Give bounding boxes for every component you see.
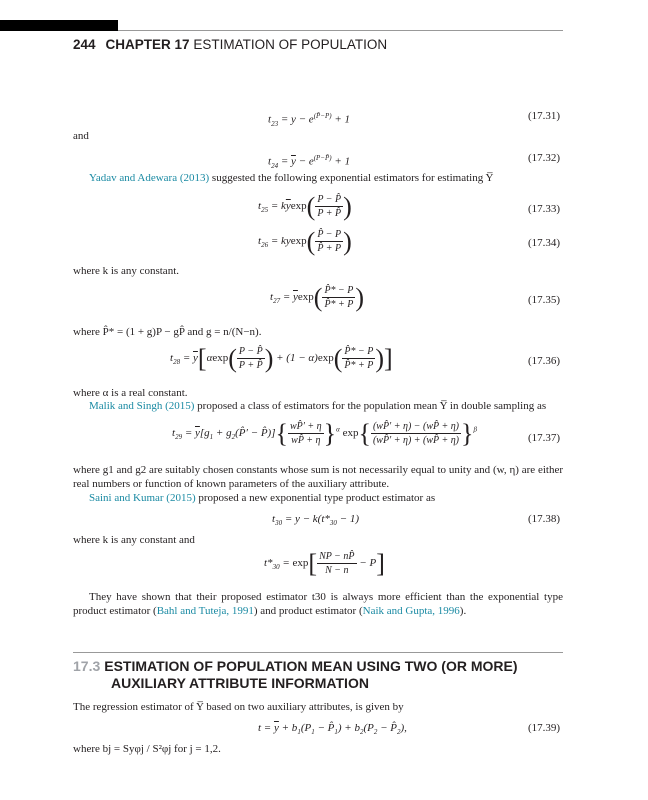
section-heading	[73, 658, 518, 692]
section-number: 17.3	[73, 658, 101, 674]
equation-17-36: $t_{28} = \overline{y}[\alpha\exp$( $\frac{P - P̂}{P + P̂}$ ) + (1 − α)exp( $\frac{P̂* - P}{P̂* + P}$ )]	[170, 344, 393, 373]
page-number: 244	[73, 37, 96, 52]
eqnum-17-36: (17.36)	[528, 355, 561, 367]
text-where-pstar: where P̂* = (1 + g)P − gP̂ and g = n/(N−n).	[73, 326, 262, 338]
eqnum-17-33: (17.33)	[528, 203, 561, 215]
paragraph-malik: Malik and Singh (2015) proposed a class of estimators for the population mean Y̅ in double sampling as	[89, 400, 547, 412]
text-alpha-constant: where α is a real constant.	[73, 387, 188, 399]
chapter-label: CHAPTER 17	[105, 37, 190, 52]
citation-malik[interactable]: Malik and Singh (2015)	[89, 400, 195, 412]
eqnum-17-37: (17.37)	[528, 432, 561, 444]
eqnum-17-31: (17.31)	[528, 110, 561, 122]
equation-17-31: $t_{23} = y - e^{(P̂-P)} + 1$	[268, 112, 351, 128]
equation-17-35: $t_{27} = \overline{y}\exp$( $\frac{P̂* - P}{P̂* + P}$ )	[270, 283, 365, 312]
paragraph-yadav: Yadav and Adewara (2013) suggested the following exponential estimators for estimating Y̅	[89, 172, 494, 184]
citation-naik[interactable]: Naik and Gupta, 1996	[362, 605, 460, 617]
text-where-bj: where bj = Syφj / S²φj for j = 1,2.	[73, 743, 221, 755]
eqnum-17-34: (17.34)	[528, 237, 561, 249]
text-and-1: and	[73, 130, 89, 142]
text-k-and: where k is any constant and	[73, 534, 195, 546]
equation-17-32: $t_{24} = \overline{y} - e^{(P-P̂)} + 1$	[268, 154, 351, 170]
citation-saini[interactable]: Saini and Kumar (2015)	[89, 492, 196, 504]
header-black-bar	[0, 20, 118, 31]
eqnum-17-35: (17.35)	[528, 294, 561, 306]
text-g-constants: where g1 and g2 are suitably chosen constants whose sum is not necessarily equal to unity and (w, η) are either real numbers or function of known parameters of the auxiliary attribute.	[73, 464, 563, 490]
eqnum-17-39: (17.39)	[528, 722, 561, 734]
section-title-line2: AUXILIARY ATTRIBUTE INFORMATION	[111, 675, 369, 691]
paragraph-saini: Saini and Kumar (2015) proposed a new exponential type product estimator as	[89, 492, 436, 504]
citation-yadav[interactable]: Yadav and Adewara (2013)	[89, 172, 210, 184]
equation-t30-star: $t*_{30} = \exp$[ $\frac{NP - nP̂}{N - n}$ − P]	[264, 549, 385, 578]
equation-17-37: $t_{29} = \overline{y}[g_1$ + $g_2(P̂'$ − P̂)]{ $\frac{wP̂' + \eta}{wP̂ + \eta}$ }$^\alpha$ exp{ $\frac{(wP̂' + \eta) - (wP̂ + \eta)}{(wP̂' + \eta) + (wP̂ + \eta)}$ }$^\beta$	[172, 419, 477, 448]
header-rule	[118, 30, 563, 31]
equation-17-39: $t = \overline{y} + b_1(P_1$ − $P̂_1) + b_2(P_2$ − $P̂_2$),	[258, 722, 407, 737]
equation-17-34: $t_{26} = kyexp$( $\frac{P̂ - P}{P̂ + P}$ )	[258, 227, 352, 256]
section-rule	[73, 652, 563, 653]
section-intro: The regression estimator of Y̅ based on two auxiliary attributes, is given by	[73, 701, 404, 713]
eqnum-17-38: (17.38)	[528, 513, 561, 525]
citation-bahl[interactable]: Bahl and Tuteja, 1991	[156, 605, 254, 617]
equation-17-38: $t_{30} = y - k(t*_{30} - 1)$	[272, 513, 359, 528]
equation-17-33: $t_{25} = k\overline{y}\exp$( $\frac{P - P̂}{P + P̂}$ )	[258, 192, 352, 221]
text-k-constant: where k is any constant.	[73, 265, 179, 277]
chapter-title: ESTIMATION OF POPULATION	[193, 37, 388, 52]
running-head	[73, 37, 387, 52]
section-title-line1: ESTIMATION OF POPULATION MEAN USING TWO (OR MORE)	[104, 658, 518, 674]
eqnum-17-32: (17.32)	[528, 152, 561, 164]
paragraph-shown: They have shown that their proposed estimator t30 is always more efficient than the exponential type product estimator (Bahl and Tuteja, 1991) and product estimator (Naik and Gupta, 1996).	[73, 591, 563, 617]
